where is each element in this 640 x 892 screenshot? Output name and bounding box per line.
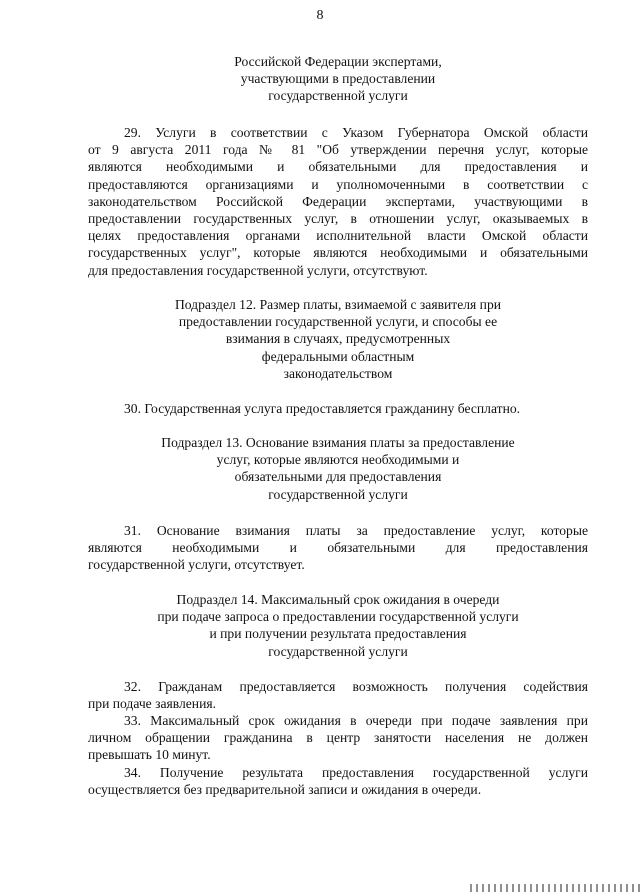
heading-line: Подраздел 12. Размер платы, взимаемой с заявителя при — [174, 297, 502, 312]
heading-line: Подраздел 13. Основание взимания платы за предоставление — [161, 435, 515, 450]
paragraph-line: при подаче заявления. — [88, 696, 217, 712]
paragraph-29 — [88, 124, 588, 279]
paragraph-line: являются необходимыми и обязательными для предоставления — [88, 540, 588, 556]
paragraph-34 — [88, 764, 588, 798]
page-number: 8 — [316, 8, 324, 23]
paragraph-line: личном обращении гражданина в центр занятости населения не должен — [88, 730, 588, 746]
paragraph-line: законодательством Российской Федерации экспертами, участвующими в — [88, 193, 588, 209]
heading-line: и при получении результата предоставления — [209, 626, 467, 642]
paragraph-line: государственных услуг", которые являются необходимыми и обязательными — [88, 245, 588, 261]
paragraph-31 — [88, 522, 588, 574]
subsection-13-heading — [88, 434, 588, 503]
paragraph-line: 31. Основание взимания платы за предоставление услуг, которые — [124, 523, 588, 538]
paragraph-33 — [88, 712, 588, 764]
paragraph-32 — [88, 678, 588, 712]
heading-line: федеральными областным — [261, 348, 415, 364]
subsection-12-heading — [88, 296, 588, 382]
paragraph-line: осуществляется без предварительной записи и ожидания в очереди. — [88, 782, 482, 798]
heading-line: обязательными для предоставления — [234, 469, 442, 485]
paragraph-30 — [88, 400, 588, 417]
heading-line: при подаче запроса о предоставлении государственной услуги — [157, 609, 519, 625]
section-heading-continuation — [88, 53, 588, 105]
heading-line: участвующими в предоставлении — [240, 71, 436, 87]
paragraph-line: 33. Максимальный срок ожидания в очереди при подаче заявления при — [124, 713, 588, 728]
paragraph-line: от 9 августа 2011 года № 81 "Об утверждении перечня услуг, которые — [88, 142, 588, 158]
heading-line: Подраздел 14. Максимальный срок ожидания в очереди — [176, 592, 500, 607]
paragraph-line: государственной услуги, отсутствует. — [88, 557, 305, 573]
heading-line: Российской Федерации экспертами, — [234, 54, 442, 69]
paragraph-line: 32. Гражданам предоставляется возможность получения содействия — [124, 679, 588, 694]
heading-line: государственной услуги — [268, 486, 408, 502]
paragraph-line: 30. Государственная услуга предоставляется гражданину бесплатно. — [124, 401, 521, 416]
paragraph-line: являются необходимыми и обязательными для предоставления и — [88, 159, 588, 175]
heading-line: предоставлении государственной услуги, и способы ее — [178, 314, 498, 330]
heading-line: государственной услуги — [268, 643, 408, 659]
heading-line: законодательством — [283, 365, 393, 381]
paragraph-line: превышать 10 минут. — [88, 747, 211, 763]
subsection-14-heading — [88, 591, 588, 660]
paragraph-line: предоставлении государственных услуг, в отношении услуг, оказываемых в — [88, 211, 588, 227]
heading-line: услуг, которые являются необходимыми и — [216, 452, 460, 468]
paragraph-line: 29. Услуги в соответствии с Указом Губернатора Омской области — [124, 125, 588, 140]
heading-line: государственной услуги — [268, 88, 408, 104]
paragraph-line: 34. Получение результата предоставления государственной услуги — [124, 765, 588, 780]
scan-edge-artifact — [470, 884, 640, 892]
paragraph-line: для предоставления государственной услуги, отсутствуют. — [88, 262, 428, 278]
paragraph-line: целях предоставления органами исполнительной власти Омской области — [88, 228, 588, 244]
heading-line: взимания в случаях, предусмотренных — [225, 331, 451, 347]
paragraph-line: предоставляются организациями и уполномоченными в соответствии с — [88, 176, 588, 192]
